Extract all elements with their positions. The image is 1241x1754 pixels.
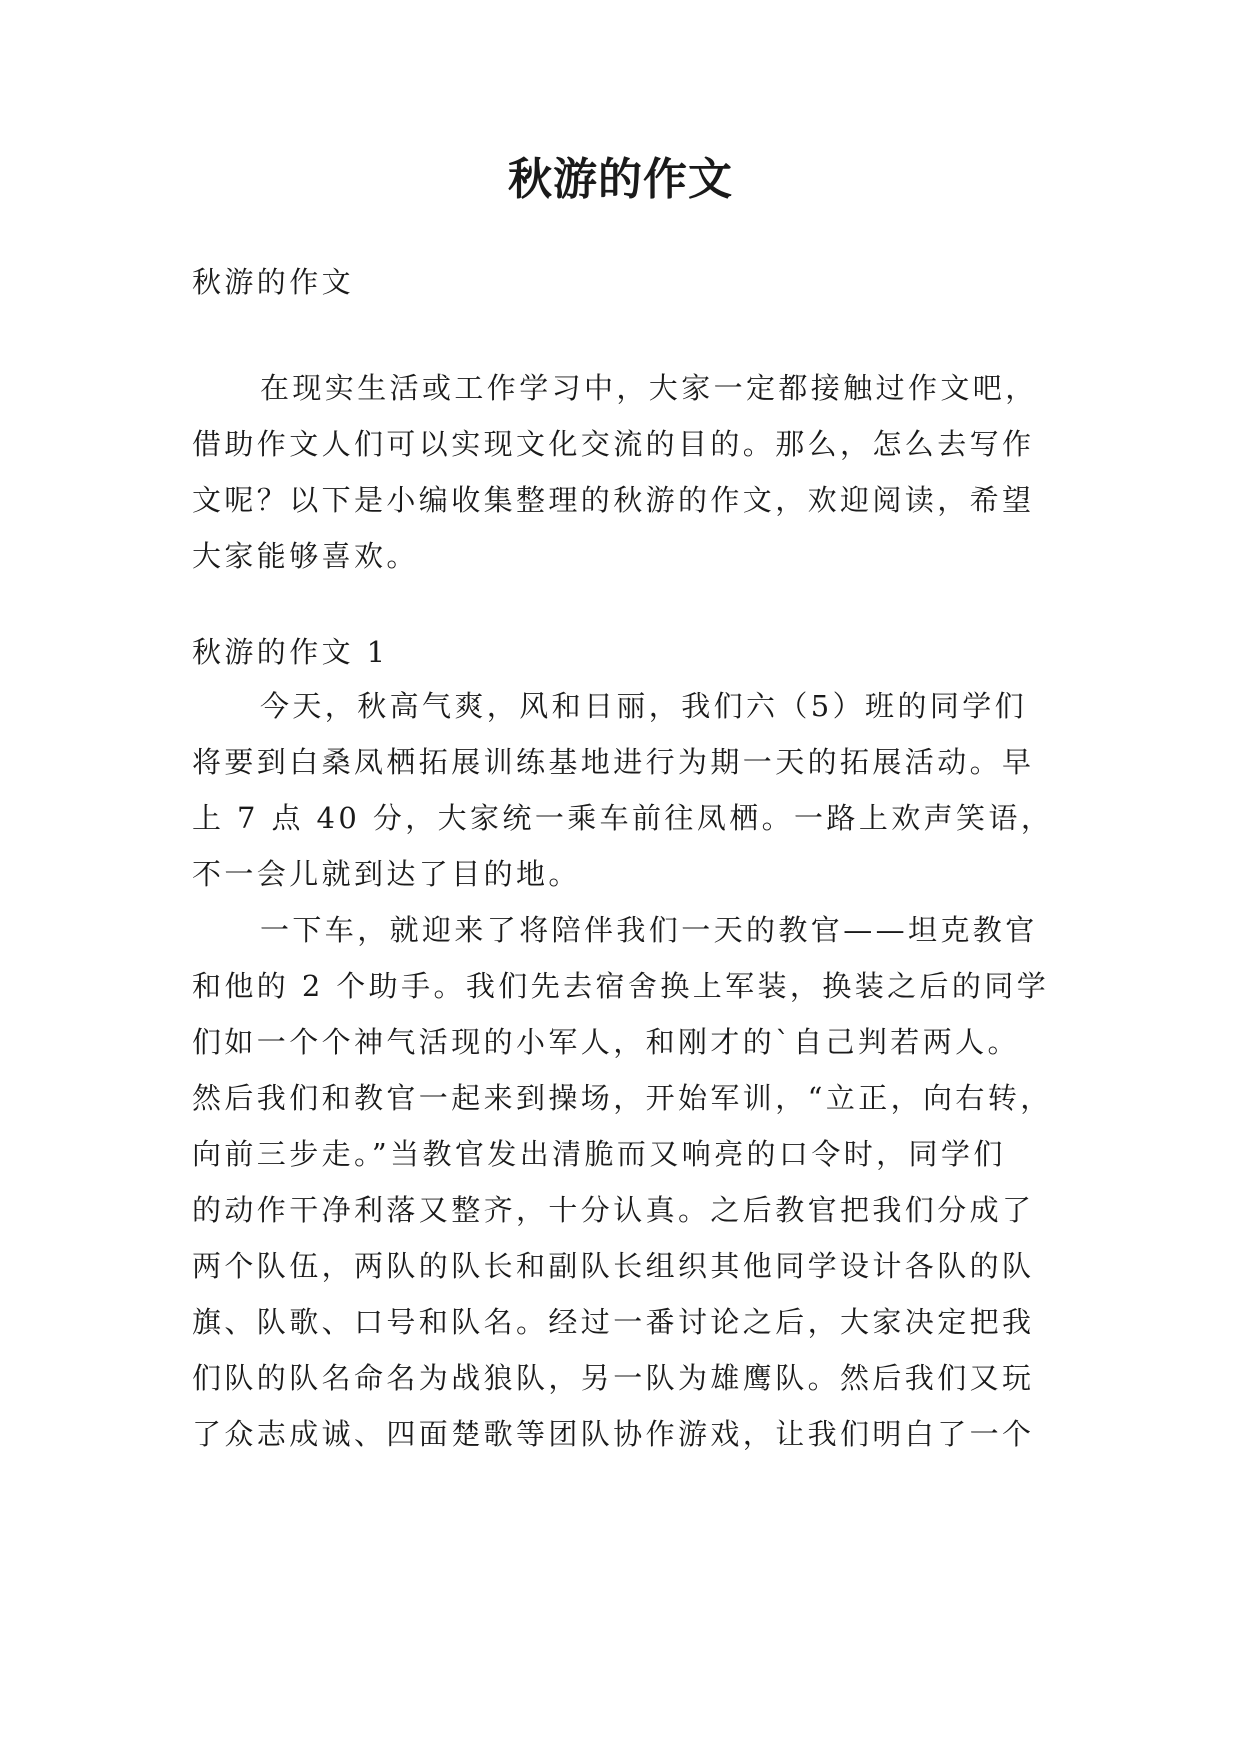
intro-line-3: 文呢？以下是小编收集整理的秋游的作文，欢迎阅读，希望: [192, 483, 1035, 517]
document-subtitle: 秋游的作文: [192, 265, 355, 299]
paragraph-1-line-3: 上 7 点 40 分，大家统一乘车前往凤栖。一路上欢声笑语，: [192, 801, 1054, 835]
paragraph-1-line-1: 今天，秋高气爽，风和日丽，我们六（5）班的同学们: [260, 689, 1028, 723]
paragraph-2-line-6: 的动作干净利落又整齐，十分认真。之后教官把我们分成了: [192, 1193, 1035, 1227]
paragraph-2-line-2: 和他的 2 个助手。我们先去宿舍换上军装，换装之后的同学: [192, 969, 1050, 1003]
paragraph-2-line-5: 向前三步走。”当教官发出清脆而又响亮的口令时，同学们: [192, 1137, 1006, 1171]
paragraph-1-line-4: 不一会儿就到达了目的地。: [192, 857, 581, 891]
paragraph-1-line-2: 将要到白桑凤栖拓展训练基地进行为期一天的拓展活动。早: [192, 745, 1035, 779]
paragraph-2-line-8: 旗、队歌、口号和队名。经过一番讨论之后，大家决定把我: [192, 1305, 1035, 1339]
paragraph-2-line-1: 一下车，就迎来了将陪伴我们一天的教官——坦克教官: [260, 913, 1038, 947]
paragraph-2-line-9: 们队的队名命名为战狼队，另一队为雄鹰队。然后我们又玩: [192, 1361, 1035, 1395]
paragraph-2-line-10: 了众志成诚、四面楚歌等团队协作游戏，让我们明白了一个: [192, 1417, 1035, 1451]
paragraph-2-line-3: 们如一个个神气活现的小军人，和刚才的`自己判若两人。: [192, 1025, 1020, 1059]
intro-line-4: 大家能够喜欢。: [192, 539, 419, 573]
intro-line-2: 借助作文人们可以实现文化交流的目的。那么，怎么去写作: [192, 427, 1035, 461]
paragraph-2-line-7: 两个队伍，两队的队长和副队长组织其他同学设计各队的队: [192, 1249, 1035, 1283]
intro-line-1: 在现实生活或工作学习中，大家一定都接触过作文吧，: [260, 371, 1038, 405]
paragraph-2-line-4: 然后我们和教官一起来到操场，开始军训，“立正，向右转，: [192, 1081, 1053, 1115]
document-title: 秋游的作文: [508, 154, 733, 205]
section-heading: 秋游的作文 1: [192, 635, 389, 669]
